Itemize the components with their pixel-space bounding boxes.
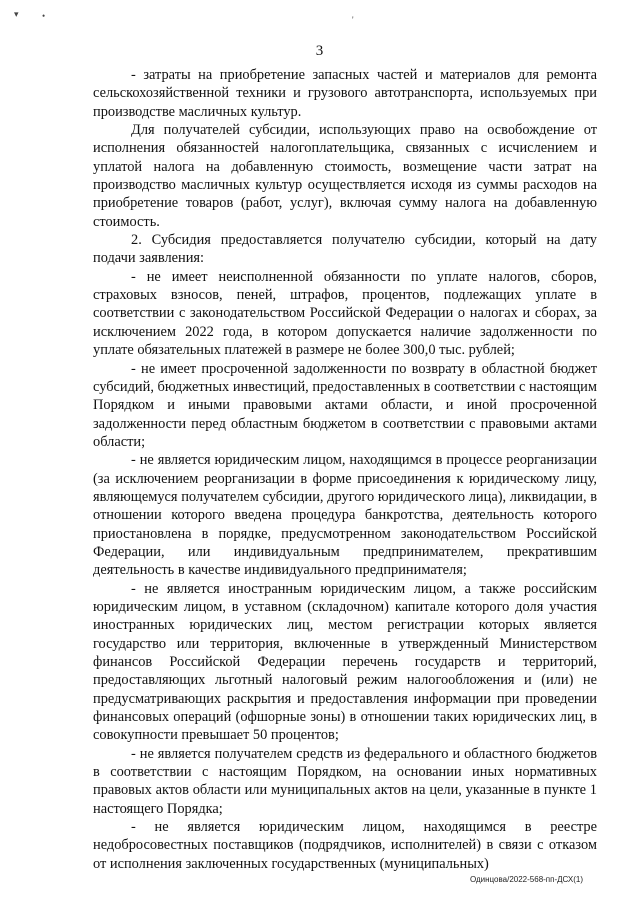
paragraph-not-foreign-entity: - не является иностранным юридическим лицом, а также российским юридическим лицом, в уставном (складочном) капитале которого доля участия иностранных юридических лиц, местом регистрации которых является государство или территория, включенные в утвержденный Министерством финансов Российской Федерации перечень государств и территорий, предоставляющих льготный налоговый режим налогообложения и (или) не предусматривающих раскрытия и предоставления информации при проведении финансовых операций (офшорные зоны) в отношении таких юридических лиц, в совокупности превышает 50 процентов; bbox=[93, 580, 597, 744]
paragraph-not-in-unfair-suppliers-registry: - не является юридическим лицом, находящимся в реестре недобросовестных поставщиков (подрядчиков, исполнителей) в связи с отказом от исполнения заключенных государственных (муниципальных) bbox=[93, 819, 597, 872]
document-footer-code: Одинцова/2022-568-пп-ДСХ(1) bbox=[469, 875, 583, 884]
page-number: 3 bbox=[315, 43, 324, 59]
scan-speck: ' bbox=[352, 15, 354, 25]
scan-speck: ▾ bbox=[14, 9, 19, 19]
paragraph-subsidy-conditions-intro: 2. Субсидия предоставляется получателю субсидии, который на дату подачи заявления: bbox=[93, 232, 597, 267]
paragraph-no-overdue-debt: - не имеет просроченной задолженности по возврату в областной бюджет субсидий, бюджетных инвестиций, предоставленных в соответствии с настоящим Порядком и иными правовыми актами области, и иной просроченной задолженности перед областным бюджетом в соответствии с правовыми актами области; bbox=[93, 360, 597, 450]
scan-speck: • bbox=[42, 11, 46, 21]
paragraph-not-in-reorganization: - не является юридическим лицом, находящимся в процессе реорганизации (за исключением реорганизации в форме присоединения к юридическому лицу, являющемуся получателем субсидии, другого юридического лица), ликвидации, в отношении которого введена процедура банкротства, деятельность которого приостановлена в порядке, предусмотренном законодательством Российской Федерации, или индивидуальным предпринимателем, прекратившим деятельность в качестве индивидуального предпринимателя; bbox=[93, 452, 597, 579]
document-body bbox=[93, 66, 597, 873]
paragraph-spare-parts-costs: - затраты на приобретение запасных частей и материалов для ремонта сельскохозяйственной техники и грузового автотранспорта, используемых при производстве масличных культур. bbox=[93, 67, 597, 120]
paragraph-not-other-budget-recipient: - не является получателем средств из федерального и областного бюджетов в соответствии с настоящим Порядком, на основании иных нормативных правовых актов области или муниципальных актов на цели, указанные в пункте 1 настоящего Порядка; bbox=[93, 745, 597, 817]
paragraph-vat-exempt-recipients: Для получателей субсидии, использующих право на освобождение от исполнения обязанностей налогоплательщика, связанных с исчислением и уплатой налога на добавленную стоимость, возмещение части затрат на производство масличных культур осуществляется исходя из суммы расходов на приобретение товаров (работ, услуг), включая сумму налога на добавленную стоимость. bbox=[93, 122, 597, 230]
paragraph-no-tax-debt: - не имеет неисполненной обязанности по уплате налогов, сборов, страховых взносов, пеней, штрафов, процентов, подлежащих уплате в соответствии с законодательством Российской Федерации о налогах и сборах, за исключением 2022 года, в котором допускается наличие задолженности по уплате обязательных платежей в размере не более 300,0 тыс. рублей; bbox=[93, 268, 597, 359]
